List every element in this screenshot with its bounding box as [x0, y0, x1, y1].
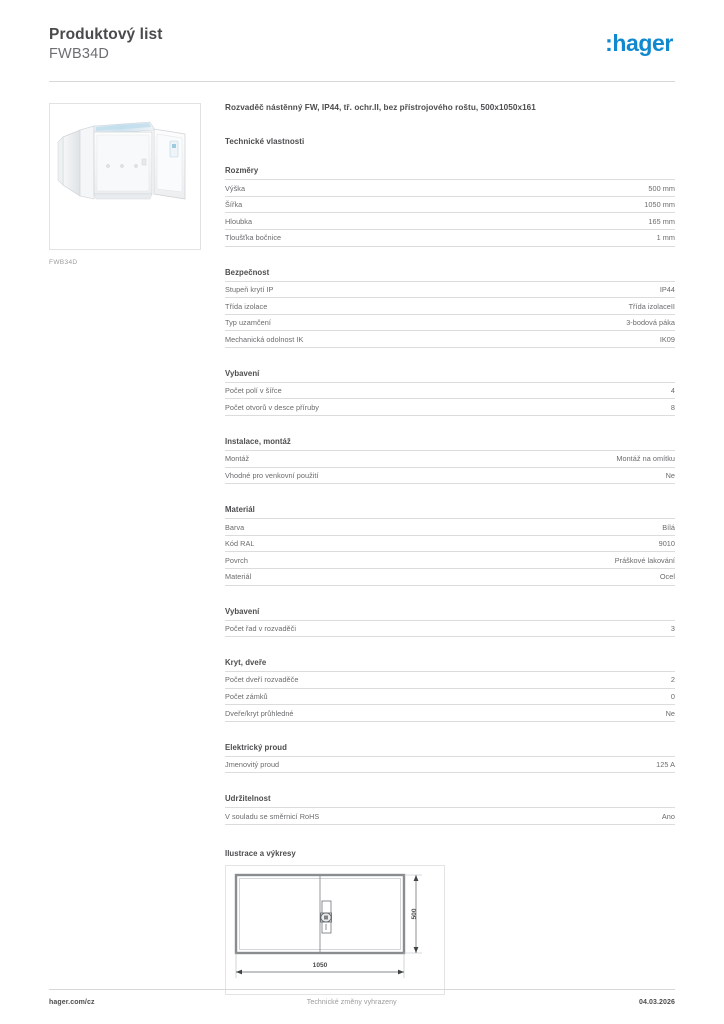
- spec-label: Třída izolace: [225, 301, 268, 311]
- spec-group: [225, 794, 675, 825]
- spec-value: 1 mm: [656, 233, 675, 243]
- footer-row: [49, 990, 675, 1006]
- spec-value: Ne: [665, 708, 675, 718]
- table-row: [225, 213, 675, 230]
- table-row: [225, 229, 675, 246]
- spec-group-title: Instalace, montáž: [225, 437, 291, 447]
- spec-table: [225, 179, 675, 246]
- spec-value: IK09: [659, 334, 675, 344]
- spec-label: Jmenovitý proud: [225, 760, 280, 770]
- spec-group-title: Elektrický proud: [225, 742, 287, 752]
- spec-value: 3-bodová páka: [626, 318, 675, 328]
- technical-properties-heading: Technické vlastnosti: [225, 137, 305, 147]
- spec-group-title: Vybavení: [225, 606, 260, 616]
- spec-value: Bílá: [662, 522, 675, 532]
- spec-table: [225, 382, 675, 416]
- spec-label: Dveře/kryt průhledné: [225, 708, 294, 718]
- drawing-width-label: 1050: [312, 961, 328, 969]
- spec-label: V souladu se směrnicí RoHS: [225, 811, 320, 821]
- spec-value: 8: [670, 402, 675, 412]
- spec-value: Práškové lakování: [614, 555, 675, 565]
- spec-value: 4: [670, 386, 675, 396]
- page-subtitle: FWB34D: [49, 45, 110, 62]
- spec-value: 1050 mm: [644, 200, 675, 210]
- spec-value: 500 mm: [648, 183, 675, 193]
- spec-label: Kód RAL: [225, 539, 255, 549]
- table-row: [225, 382, 675, 399]
- spec-value: Ano: [661, 811, 675, 821]
- page-header: [49, 0, 675, 64]
- table-row: [225, 552, 675, 569]
- spec-value: 2: [670, 675, 675, 685]
- spec-value: 9010: [658, 539, 675, 549]
- spec-label: Počet řad v rozvaděči: [225, 623, 297, 633]
- spec-table: [225, 620, 675, 638]
- spec-label: Počet dveří rozvaděče: [225, 675, 299, 685]
- spec-group: [225, 369, 675, 416]
- spec-group: [225, 658, 675, 722]
- product-image-caption: FWB34D: [49, 258, 78, 266]
- table-row: [225, 535, 675, 552]
- spec-label: Hloubka: [225, 216, 253, 226]
- table-row: [225, 331, 675, 348]
- footer-note: Technické změny vyhrazeny: [306, 999, 397, 1006]
- product-photo: [49, 103, 201, 250]
- spec-value: 3: [670, 623, 675, 633]
- table-row: [225, 180, 675, 197]
- spec-table: [225, 518, 675, 585]
- spec-label: Montáž: [225, 454, 250, 464]
- spec-label: Stupeň krytí IP: [225, 284, 274, 294]
- spec-label: Počet zámků: [225, 692, 268, 702]
- specifications-column: [215, 103, 675, 995]
- spec-label: Výška: [225, 183, 246, 193]
- spec-label: Vhodné pro venkovní použití: [225, 471, 319, 480]
- table-row: [225, 281, 675, 298]
- spec-groups: [225, 166, 675, 825]
- table-row: [225, 399, 675, 416]
- table-row: [225, 672, 675, 689]
- spec-label: Počet otvorů v desce příruby: [225, 402, 319, 412]
- spec-table: [225, 281, 675, 348]
- page-title: Produktový list: [49, 26, 163, 43]
- technical-drawing: [225, 865, 445, 995]
- spec-value: IP44: [659, 284, 675, 294]
- spec-group: [225, 166, 675, 246]
- spec-label: Mechanická odolnost IK: [225, 334, 304, 344]
- table-row: [225, 620, 675, 637]
- table-row: [225, 298, 675, 315]
- spec-label: Šířka: [225, 200, 243, 210]
- table-row: [225, 568, 675, 585]
- table-row: [225, 519, 675, 536]
- table-row: [225, 467, 675, 484]
- enclosure-photo-icon: [50, 104, 200, 249]
- spec-group: [225, 505, 675, 585]
- table-row: [225, 705, 675, 722]
- spec-label: Povrch: [225, 555, 248, 565]
- enclosure-dimension-drawing-icon: [226, 866, 444, 994]
- spec-group-title: Udržitelnost: [225, 794, 271, 804]
- document-titles: [49, 26, 162, 64]
- table-row: [225, 808, 675, 825]
- spec-label: Tloušťka bočnice: [225, 233, 282, 243]
- drawings-block: [225, 849, 675, 995]
- table-row: [225, 314, 675, 331]
- product-description: Rozvaděč nástěnný FW, IP44, tř. ochr.II, bez přístrojového roštu, 500x1050x161: [225, 102, 536, 112]
- spec-value: 0: [670, 692, 675, 702]
- spec-group: [225, 607, 675, 638]
- spec-table: [225, 807, 675, 825]
- spec-table: [225, 450, 675, 484]
- spec-group: [225, 743, 675, 774]
- spec-value: Ocel: [659, 572, 675, 582]
- spec-label: Barva: [225, 522, 245, 532]
- spec-label: Materiál: [225, 572, 252, 582]
- product-image-column: [49, 103, 215, 995]
- table-row: [225, 756, 675, 773]
- spec-value: Ne: [665, 471, 675, 480]
- spec-group-title: Vybavení: [225, 368, 260, 378]
- drawings-heading: Ilustrace a výkresy: [225, 848, 296, 858]
- page-footer: [49, 989, 675, 1006]
- spec-group-title: Rozměry: [225, 166, 259, 176]
- spec-group: [225, 268, 675, 348]
- spec-group: [225, 437, 675, 484]
- spec-table: [225, 756, 675, 774]
- footer-date: 04.03.2026: [638, 999, 675, 1006]
- spec-table: [225, 671, 675, 722]
- spec-label: Typ uzamčení: [225, 318, 271, 328]
- page-content: [49, 82, 675, 995]
- table-row: [225, 196, 675, 213]
- spec-value: 125 A: [656, 760, 675, 770]
- footer-website[interactable]: hager.com/cz: [49, 999, 95, 1006]
- table-row: [225, 688, 675, 705]
- hager-logo: :hager: [605, 30, 673, 56]
- spec-group-title: Kryt, dveře: [225, 658, 267, 668]
- spec-label: Počet polí v šířce: [225, 386, 282, 396]
- spec-group-title: Bezpečnost: [225, 267, 270, 277]
- spec-group-title: Materiál: [225, 505, 255, 515]
- spec-value: Třída izolaceII: [628, 301, 675, 311]
- table-row: [225, 451, 675, 468]
- spec-value: Montáž na omítku: [616, 454, 675, 464]
- spec-value: 165 mm: [648, 216, 675, 226]
- drawing-height-label: 500: [411, 908, 418, 920]
